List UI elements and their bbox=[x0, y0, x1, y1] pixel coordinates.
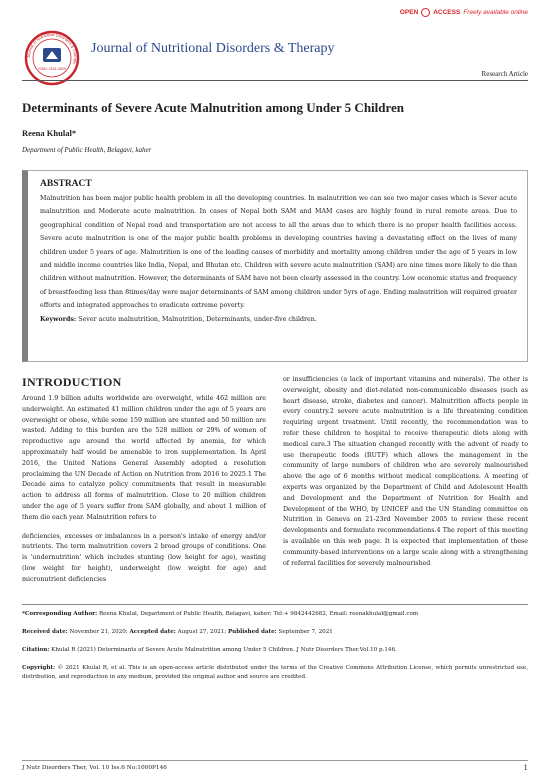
open-access-note: Freely available online bbox=[463, 9, 528, 16]
citation bbox=[22, 646, 528, 655]
logo-ring-text: Journal of Nutritional Disorders & Therapy bbox=[25, 31, 79, 65]
published-label: Published date: bbox=[227, 629, 277, 635]
paper-title: Determinants of Severe Acute Malnutrition among Under 5 Children bbox=[22, 100, 405, 115]
introduction-heading: INTRODUCTION bbox=[22, 375, 122, 389]
copyright-label: Copyright: bbox=[22, 665, 56, 671]
corresponding-author bbox=[22, 610, 528, 619]
abstract-body: Malnutrition has been major public health problem in all the developing countries. In malnutrition we can see two major cases which is Sever acute malnutrition and Moderate acute malnutrition. In cases of Nepal both SAM and MAM cases are highly found in rural remote areas. Due to geographical condition of Nepal road and transportation are not access to all the areas due to which there is no proper health facilities access. Severe acute malnutrition is one of the major public health problems in developing countries having a devastating effect on the lives of many children under 5 years of age. Malnutrition is one of the leading causes of morbidity and mortality among children under the age of 5 years in low and middle income countries like India, Nepal, and Bhutan etc. Children with severe acute malnutrition (SAM) are nine times more likely to die than children without malnutrition. However, the determinants of SAM have not been clearly assessed in the country. Low economic status and frequency of breastfeeding less than 8times/day were major determinants of SAM among children under 5yrs of age. Ending malnutrition will required greater efforts and integrated approaches to eradicate extreme poverty. bbox=[40, 195, 517, 310]
received-label: Received date: bbox=[22, 629, 68, 635]
open-access-suffix: ACCESS bbox=[433, 9, 461, 16]
intro-paragraph-3: or insufficiencies (a lack of important vitamins and minerals). The other is overweight, obesity and diet-related non-communicable diseases (such as heart disease, stroke, diabetes and cancer). Malnutrition affects people in every country.2 severe acute malnutrition is a life threatening condition requiring urgent treatment. Until recently, the recommendation was to refer these children to hospital to receive therapeutic diets along with medical care.3 The situation changed recently with the advent of ready to use therapeutic foods (RUTF) which allows the management in the community of large numbers of children who are severely malnourished above the age of 6 months without medical complications. A meeting of experts was organized by the Department of Child and Adolescent Health and Development and the Department of Nutrition for Health and Development of the WHO, by UNICEF and the UN Standing committee on Nutrition in Geneva on 21-23rd November 2005 to review these recent developments and formulate recommendations.4 The report of this meeting is available on this web page. It is expected that implementation of these community-based interventions on a large scale along with a strengthening of referral facilities for severely malnourished bbox=[283, 376, 528, 567]
open-access-banner bbox=[400, 8, 528, 17]
copyright-text: © 2021 Khulal R, et al. This is an open-access article distributed under the terms of the Creative Commons Attribution License, which permits unrestricted use, distribution, and reproduction in any medium, provided the original author and source are credited. bbox=[22, 665, 529, 680]
open-access-icon bbox=[421, 8, 430, 17]
accepted-date: August 27, 2021; bbox=[177, 629, 227, 635]
footer-divider bbox=[22, 760, 528, 761]
citation-text: Khulal R (2021) Determinants of Severe Acute Malnutrition among Under 5 Children. J Nutr Disorders Ther.Vol.10 p.146. bbox=[51, 647, 397, 653]
right-column bbox=[283, 375, 528, 569]
keywords-text: Sever acute malnutrition, Malnutrition, Determinants, under-five children. bbox=[78, 315, 317, 323]
affiliation: Department of Public Health, Belagavi, kaher bbox=[22, 146, 152, 154]
left-column bbox=[22, 375, 266, 586]
keywords bbox=[40, 314, 517, 325]
copyright bbox=[22, 664, 528, 682]
logo-issn: ISSN: 2161-0509 bbox=[38, 67, 66, 71]
abstract-heading: ABSTRACT bbox=[40, 179, 92, 189]
accepted-label: Accepted date: bbox=[129, 629, 176, 635]
author: Reena Khulal* bbox=[22, 128, 77, 138]
open-access-prefix: OPEN bbox=[399, 9, 419, 16]
journal-logo bbox=[24, 30, 80, 86]
intro-paragraph-1: Around 1.9 billion adults worldwide are overweight, while 462 million are underweight. An estimated 41 million children under the age of 5 years are overweight or obese, while some 159 million are stunted and 50 million are wasted. Adding to this burden are the 528 million or 29% of women of reproductive age around the world affected by anemia, for which approximately half would be amenable to iron supplementation. In April 2016, the United Nations General Assembly adopted a resolution proclaiming the UN Decade of Action on Nutrition from 2016 to 2025.1 The Decade aims to catalyze policy commitments that result in measurable action to address all forms of malnutrition. Close to 20 million children under the age of 5 years suffer from SAM globally, and about 1 million of them die each year. Malnutrition refers to bbox=[22, 395, 266, 521]
citation-label: Citation: bbox=[22, 647, 50, 653]
corresponding-label: *Corresponding Author: bbox=[22, 611, 98, 617]
abstract-box bbox=[22, 170, 528, 362]
footer-citation: J Nutr Disorders Ther, Vol. 10 Iss.6 No:1000P146 bbox=[22, 765, 167, 771]
dates-line bbox=[22, 628, 528, 637]
intro-paragraph-2: deficiencies, excesses or imbalances in a person's intake of energy and/or nutrients. The term malnutrition covers 2 broad groups of conditions. One is 'undernutrition' which includes stunting (low height for age), wasting (low weight for height), underweight (low weight for age) and micronutrient deficiencies bbox=[22, 532, 266, 583]
corresponding-text: Reena Khulal, Department of Public Health, Belagavi, kaher; Tel:+ 9842442682, Email: reenakhulal@gmail.com bbox=[98, 611, 419, 617]
keywords-label: Keywords: bbox=[40, 315, 77, 323]
published-date: September 7, 2021 bbox=[278, 629, 333, 635]
journal-title[interactable]: Journal of Nutritional Disorders & Therapy bbox=[91, 41, 335, 56]
header-divider bbox=[22, 80, 528, 81]
article-type: Research Article bbox=[481, 70, 528, 78]
page-number: 1 bbox=[523, 764, 528, 772]
footnote-divider bbox=[22, 604, 528, 605]
received-date: November 21, 2020; bbox=[69, 629, 128, 635]
